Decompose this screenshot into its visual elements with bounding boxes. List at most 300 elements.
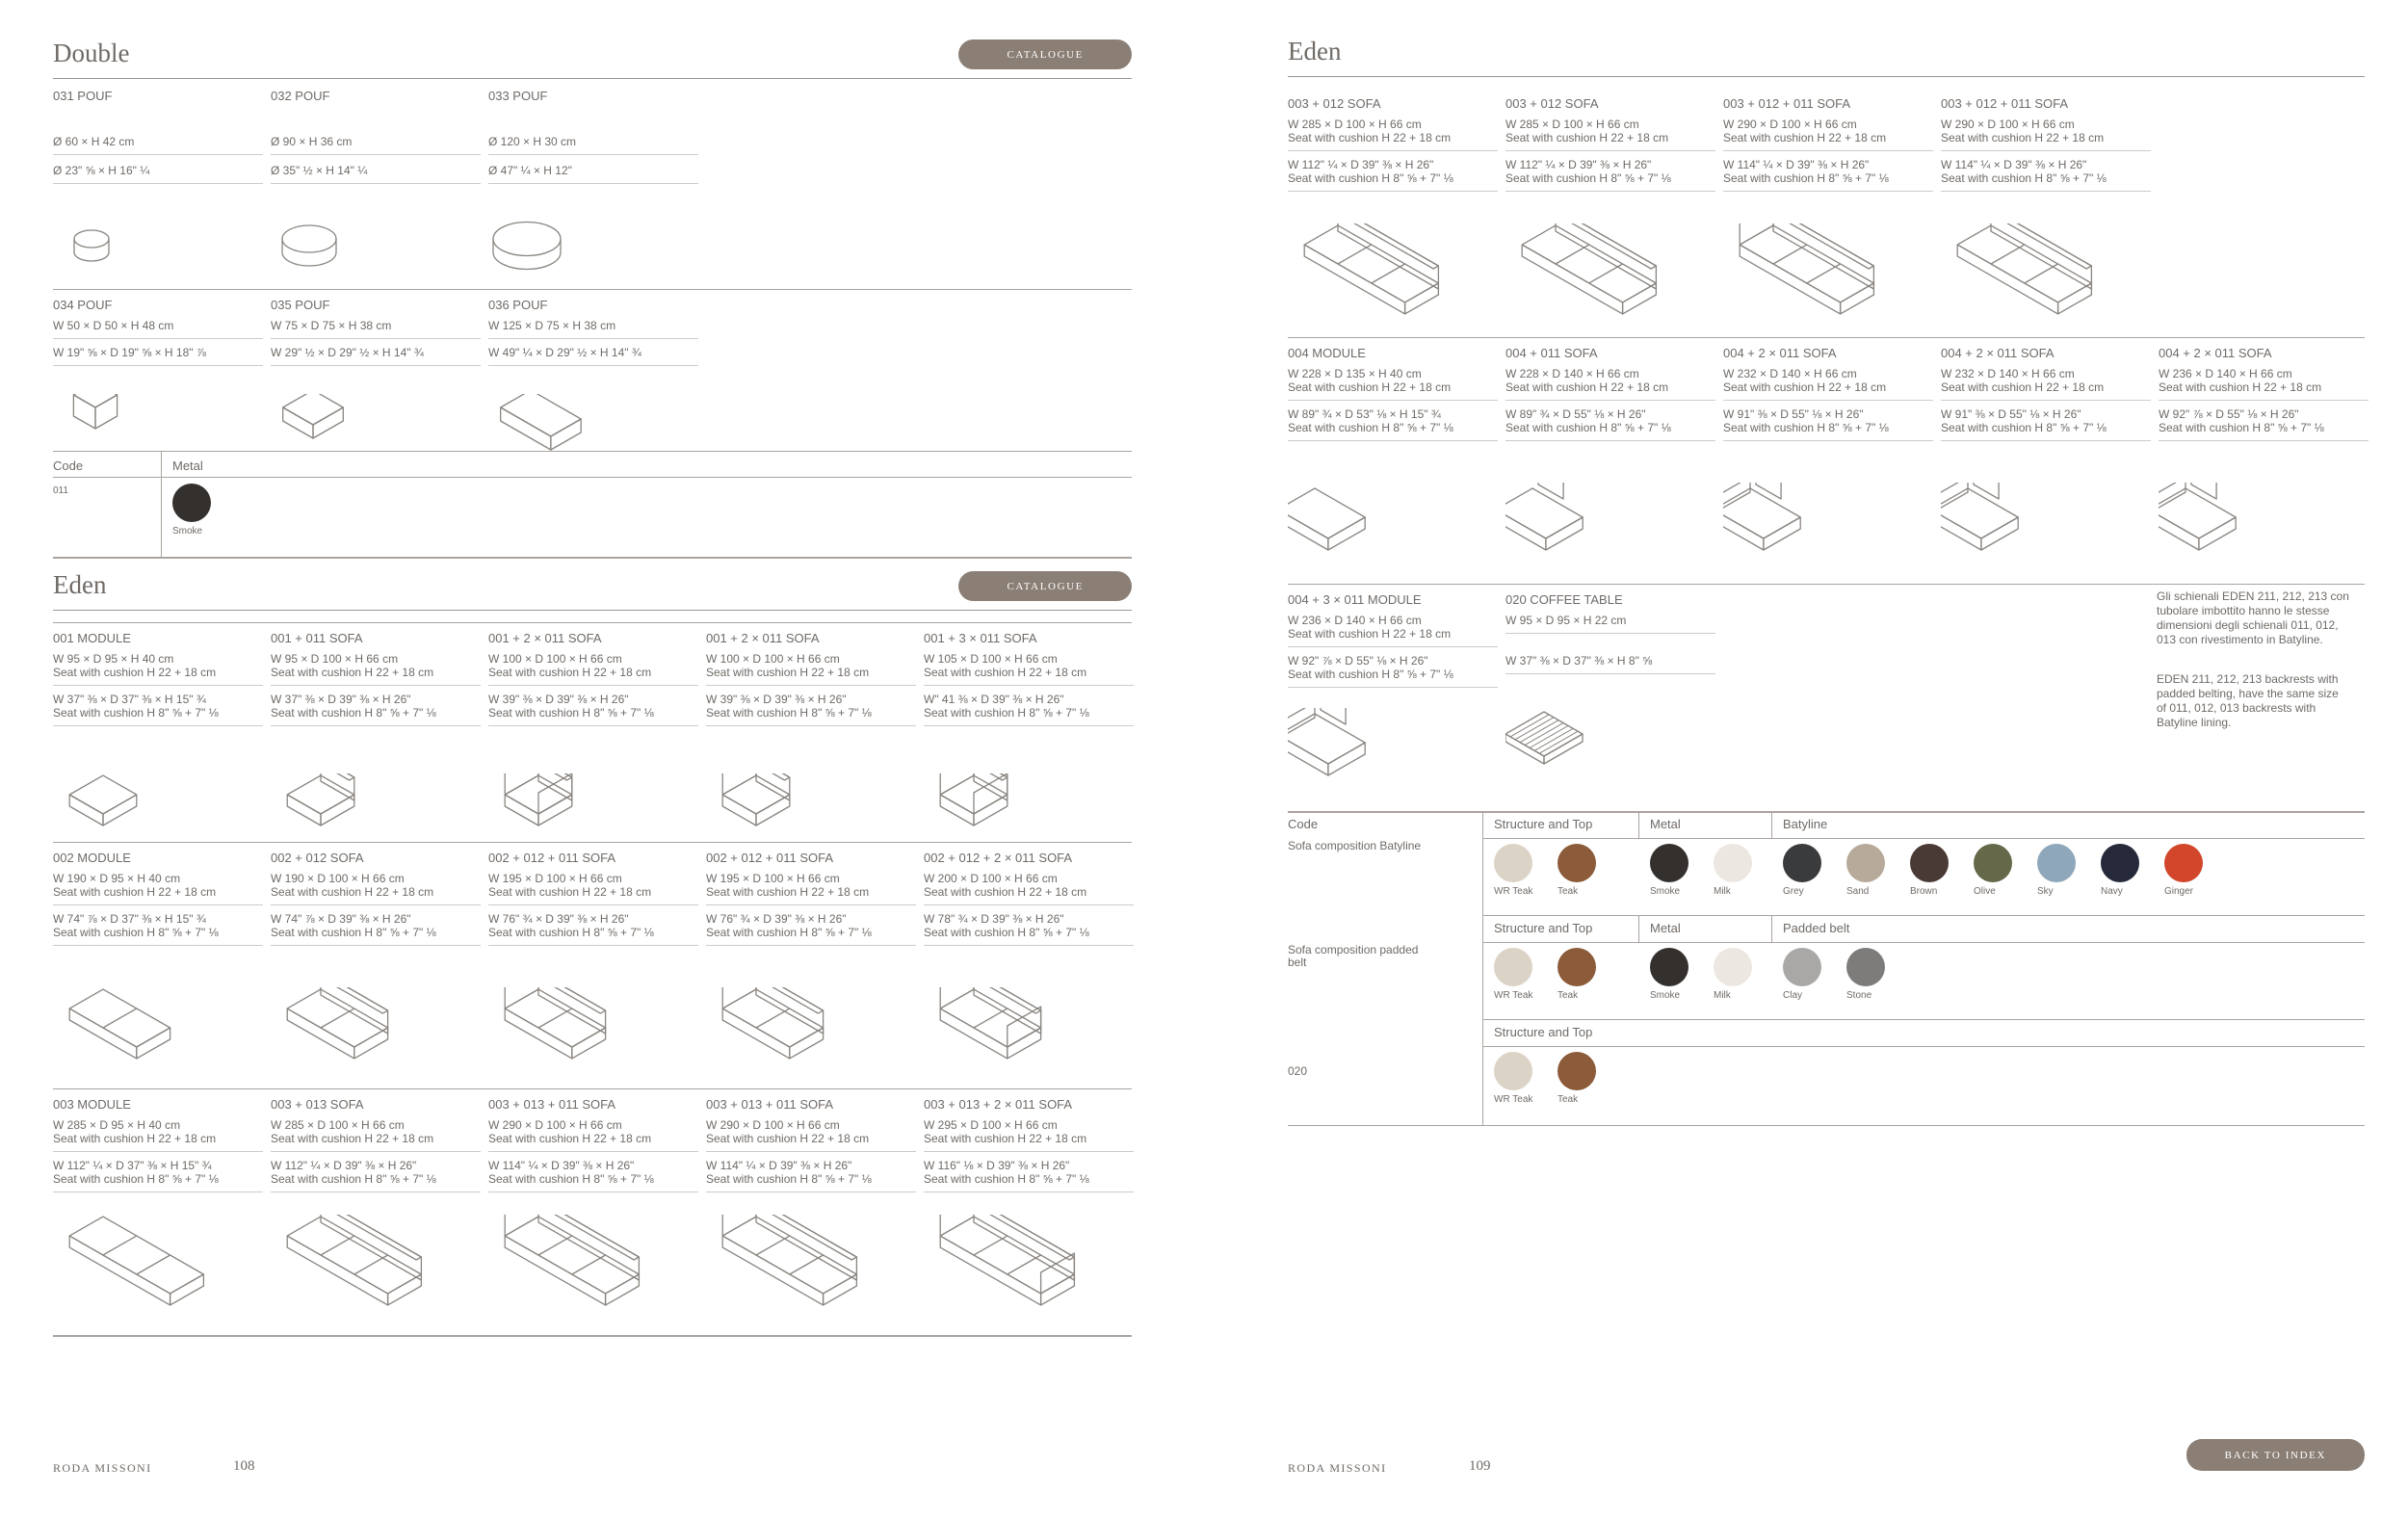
product-name: 003 + 013 + 2 × 011 SOFA (924, 1097, 1073, 1112)
imperial-dimensions (271, 1159, 481, 1192)
composition-code: Sofa composition padded belt (1288, 943, 1419, 969)
code-column-label: Code (53, 458, 84, 473)
dimension-line: W 112" ¼ × D 39" ⅜ × H 26" (1505, 158, 1652, 171)
dimension-line: W 78" ¾ × D 39" ⅜ × H 26" (924, 912, 1064, 926)
dimension-line: W 285 × D 95 × H 40 cm (53, 1118, 181, 1132)
dimension-line: W 91" ⅜ × D 55" ⅛ × H 26" (1723, 407, 1864, 421)
dimension-line: Seat with cushion H 22 + 18 cm (1723, 380, 1887, 394)
product-name: 031 POUF (53, 89, 113, 103)
dimension-line: Seat with cushion H 8" ⅝ + 7" ⅛ (1941, 171, 2107, 185)
dimension-line: W 95 × D 95 × H 22 cm (1505, 614, 1627, 627)
swatch-milk[interactable] (1714, 948, 1752, 986)
swatch-smoke[interactable] (1650, 948, 1688, 986)
dimension-line: Seat with cushion H 8" ⅝ + 7" ⅛ (488, 926, 654, 939)
finish-section-label: Structure and Top (1494, 1025, 1593, 1039)
dimension-line: Seat with cushion H 8" ⅝ + 7" ⅛ (53, 706, 219, 720)
imperial-dimensions (53, 693, 263, 726)
product-cell[interactable] (706, 623, 916, 842)
dimension-line: W 37" ⅜ × D 37" ⅜ × H 15" ¾ (53, 693, 206, 706)
pouf-round-large-icon (488, 218, 575, 280)
coffee-table-icon (1505, 708, 1611, 780)
product-cell[interactable] (1723, 338, 1933, 584)
code-column-label: Code (1288, 817, 1319, 831)
imperial-dimensions (488, 164, 698, 184)
sofa-2-back-icon (271, 987, 406, 1088)
page-108 (53, 0, 1132, 1519)
metric-dimensions (1505, 367, 1715, 401)
divider (1482, 838, 2365, 839)
imperial-dimensions (1505, 158, 1715, 192)
dimension-line: W 228 × D 140 × H 66 cm (1505, 367, 1639, 380)
dimension-line: Seat with cushion H 22 + 18 cm (1941, 131, 2105, 144)
dimension-line: Seat with cushion H 22 + 18 cm (488, 885, 652, 899)
dimension-line: W 190 × D 100 × H 66 cm (271, 872, 405, 885)
product-cell[interactable] (1505, 338, 1715, 584)
dimension-line: Ø 23" ⅝ × H 16" ¼ (53, 164, 150, 177)
swatch-brown[interactable] (1910, 844, 1949, 882)
table-divider (161, 451, 162, 557)
dimension-line: W 236 × D 140 × H 66 cm (2159, 367, 2292, 380)
product-name: 001 MODULE (53, 631, 131, 645)
metric-dimensions (53, 319, 263, 339)
product-cell[interactable] (1505, 585, 1715, 813)
metric-dimensions (1505, 118, 1715, 151)
metric-dimensions (488, 872, 698, 905)
swatch-stone[interactable] (1846, 948, 1885, 986)
product-name: 020 COFFEE TABLE (1505, 592, 1623, 607)
dimension-line: W 39" ⅜ × D 39" ⅜ × H 26" (706, 693, 847, 706)
metric-dimensions (488, 135, 698, 155)
catalogue-button[interactable]: CATALOGUE (958, 39, 1132, 69)
sofa-2-arm-icon (706, 987, 841, 1088)
dimension-line: W 92" ⅞ × D 55" ⅛ × H 26" (1288, 654, 1428, 668)
swatch-label: Brown (1910, 886, 1938, 897)
imperial-dimensions (1723, 158, 1933, 192)
dimension-line: Seat with cushion H 22 + 18 cm (488, 666, 652, 679)
imperial-dimensions (1505, 407, 1715, 441)
product-cell[interactable] (488, 623, 698, 842)
metric-dimensions (488, 652, 698, 686)
composition-code: 020 (1288, 1064, 1308, 1078)
section-title-eden: Eden (1288, 37, 1342, 65)
divider (1482, 942, 2365, 943)
product-name: 004 + 2 × 011 SOFA (2159, 346, 2272, 360)
product-cell[interactable] (271, 843, 481, 1088)
table-divider (1771, 811, 1772, 838)
product-row (1288, 337, 2365, 584)
metric-dimensions (53, 872, 263, 905)
dimension-line: W 19" ⅝ × D 19" ⅝ × H 18" ⅞ (53, 346, 206, 359)
dimension-line: W 89" ¾ × D 55" ⅛ × H 26" (1505, 407, 1646, 421)
swatch-grey[interactable] (1783, 844, 1821, 882)
dimension-line: W 112" ¼ × D 39" ⅜ × H 26" (1288, 158, 1434, 171)
product-name: 034 POUF (53, 298, 113, 312)
imperial-dimensions (1941, 158, 2151, 192)
finish-section-label: Padded belt (1783, 921, 1850, 935)
product-cell[interactable] (1941, 89, 2151, 337)
product-cell[interactable] (53, 81, 263, 274)
dimension-line: W 91" ⅜ × D 55" ⅛ × H 26" (1941, 407, 2081, 421)
dimension-line: W 89" ¾ × D 53" ⅛ × H 15" ¾ (1288, 407, 1441, 421)
dimension-line: W 39" ⅜ × D 39" ⅜ × H 26" (488, 693, 629, 706)
section-title-eden: Eden (53, 570, 107, 599)
dimension-line: Seat with cushion H 8" ⅝ + 7" ⅛ (1505, 421, 1671, 434)
divider (53, 557, 1132, 559)
metric-dimensions (924, 652, 1134, 686)
finish-section-label: Batyline (1783, 817, 1828, 831)
swatch-label: Sky (2037, 886, 2054, 897)
product-cell[interactable] (488, 843, 698, 1088)
swatch-label: WR Teak (1494, 886, 1533, 897)
product-name: 033 POUF (488, 89, 548, 103)
imperial-dimensions (924, 1159, 1134, 1192)
product-name: 002 + 012 SOFA (271, 851, 364, 865)
imperial-dimensions (488, 693, 698, 726)
swatch-teak[interactable] (1557, 948, 1596, 986)
chaise-arm-r-icon (1941, 483, 2066, 574)
imperial-dimensions (488, 1159, 698, 1192)
dimension-line: W 92" ⅞ × D 55" ⅛ × H 26" (2159, 407, 2299, 421)
product-row (53, 842, 1132, 1088)
imperial-dimensions (53, 1159, 263, 1192)
dimension-line: W 232 × D 140 × H 66 cm (1941, 367, 2075, 380)
metric-dimensions (271, 319, 481, 339)
imperial-dimensions (706, 1159, 916, 1192)
product-cell[interactable] (924, 1089, 1134, 1335)
product-name: 003 + 013 SOFA (271, 1097, 364, 1112)
dimension-line: Seat with cushion H 22 + 18 cm (1723, 131, 1887, 144)
product-name: 004 + 2 × 011 SOFA (1723, 346, 1837, 360)
divider (1288, 811, 2365, 813)
composition-code: Sofa composition Batyline (1288, 839, 1422, 852)
swatch-wr-teak[interactable] (1494, 844, 1532, 882)
product-cell[interactable] (488, 1089, 698, 1335)
dimension-line: W 105 × D 100 × H 66 cm (924, 652, 1058, 666)
product-cell[interactable] (271, 623, 481, 842)
metric-dimensions (2159, 367, 2369, 401)
page-number: 109 (1469, 1458, 1491, 1474)
divider (1482, 1019, 2365, 1020)
swatch-wr-teak[interactable] (1494, 1052, 1532, 1090)
dimension-line: W 114" ¼ × D 39" ⅜ × H 26" (706, 1159, 852, 1172)
sofa-3-arm-icon (1723, 223, 1891, 344)
dimension-line: W 95 × D 95 × H 40 cm (53, 652, 174, 666)
imperial-dimensions (53, 912, 263, 946)
product-cell[interactable] (1723, 89, 1933, 337)
dimension-line: Seat with cushion H 8" ⅝ + 7" ⅛ (1941, 421, 2107, 434)
imperial-dimensions (53, 346, 263, 366)
dimension-line: W 125 × D 75 × H 38 cm (488, 319, 616, 332)
catalogue-button[interactable]: CATALOGUE (958, 571, 1132, 601)
dimension-line: Seat with cushion H 8" ⅝ + 7" ⅛ (1288, 668, 1453, 681)
product-cell[interactable] (706, 843, 916, 1088)
double-pouf-row-2 (53, 289, 1132, 453)
dimension-line: W 100 × D 100 × H 66 cm (706, 652, 840, 666)
dimension-line: Seat with cushion H 22 + 18 cm (53, 1132, 217, 1145)
swatch-label: Ginger (2164, 886, 2194, 897)
swatch-label: Sand (1846, 886, 1870, 897)
product-name: 004 + 2 × 011 SOFA (1941, 346, 2055, 360)
dimension-line: Seat with cushion H 8" ⅝ + 7" ⅛ (1288, 421, 1453, 434)
imperial-dimensions (271, 693, 481, 726)
table-divider (1482, 811, 1483, 1125)
product-cell[interactable] (271, 290, 481, 453)
dimension-line: Seat with cushion H 8" ⅝ + 7" ⅛ (53, 1172, 219, 1186)
dimension-line: Ø 90 × H 36 cm (271, 135, 353, 148)
dimension-line: Seat with cushion H 8" ⅝ + 7" ⅛ (924, 706, 1089, 720)
chaise-icon (1288, 483, 1413, 574)
product-cell[interactable] (706, 1089, 916, 1335)
product-name: 032 POUF (271, 89, 330, 103)
footer-brand: RODA MISSONI (53, 1461, 152, 1475)
product-cell[interactable] (53, 623, 263, 842)
product-cell[interactable] (1288, 585, 1498, 813)
product-cell[interactable] (1288, 338, 1498, 584)
product-cell[interactable] (53, 1089, 263, 1335)
swatch-label: Teak (1557, 990, 1579, 1001)
dimension-line: W 95 × D 100 × H 66 cm (271, 652, 399, 666)
metric-dimensions (271, 652, 481, 686)
dimension-line: Seat with cushion H 22 + 18 cm (271, 885, 434, 899)
product-cell[interactable] (53, 290, 263, 453)
dimension-line: Seat with cushion H 22 + 18 cm (1505, 380, 1669, 394)
metal-column-label: Metal (172, 458, 203, 473)
metric-dimensions (488, 1118, 698, 1152)
metric-dimensions (271, 1118, 481, 1152)
dimension-line: Seat with cushion H 8" ⅝ + 7" ⅛ (706, 1172, 872, 1186)
finish-section-label: Structure and Top (1494, 817, 1593, 831)
dimension-line: W 290 × D 100 × H 66 cm (1941, 118, 2075, 131)
dimension-line: Seat with cushion H 22 + 18 cm (2159, 380, 2322, 394)
dimension-line: Seat with cushion H 22 + 18 cm (1288, 131, 1452, 144)
metric-dimensions (1941, 118, 2151, 151)
swatch-label: WR Teak (1494, 990, 1533, 1001)
back-to-index-button[interactable]: BACK TO INDEX (2186, 1439, 2365, 1471)
product-name: 002 + 012 + 011 SOFA (706, 851, 834, 865)
product-name: 036 POUF (488, 298, 548, 312)
chaise-arm-b-icon (2159, 483, 2284, 574)
product-cell[interactable] (53, 843, 263, 1088)
dimension-line: W 232 × D 140 × H 66 cm (1723, 367, 1857, 380)
metric-dimensions (924, 1118, 1134, 1152)
product-name: 004 MODULE (1288, 346, 1366, 360)
metric-dimensions (53, 135, 263, 155)
metric-dimensions (1723, 367, 1933, 401)
swatch-navy[interactable] (2101, 844, 2139, 882)
swatch-sand[interactable] (1846, 844, 1885, 882)
dimension-line: W 76" ¾ × D 39" ⅜ × H 26" (488, 912, 629, 926)
swatch-teak[interactable] (1557, 844, 1596, 882)
dimension-line: Ø 35" ½ × H 14" ¼ (271, 164, 368, 177)
swatch-label: Clay (1783, 990, 1803, 1001)
imperial-dimensions (1723, 407, 1933, 441)
product-name: 003 + 013 + 011 SOFA (706, 1097, 834, 1112)
dimension-line: Seat with cushion H 8" ⅝ + 7" ⅛ (706, 926, 872, 939)
finish-section-label: Metal (1650, 921, 1681, 935)
note-english: EDEN 211, 212, 213 backrests with padded belting, have the same size of 011, 012, 013 backrests with Batyline lining. (2157, 672, 2339, 729)
swatch-clay[interactable] (1783, 948, 1821, 986)
product-name: 004 + 3 × 011 MODULE (1288, 592, 1422, 607)
product-row (53, 1088, 1132, 1335)
imperial-dimensions (1288, 654, 1498, 688)
dimension-line: W 290 × D 100 × H 66 cm (1723, 118, 1857, 131)
sofa-3-arm-icon (706, 1215, 874, 1335)
product-cell[interactable] (271, 1089, 481, 1335)
swatch-label: Milk (1714, 886, 1731, 897)
dimension-line: W 100 × D 100 × H 66 cm (488, 652, 622, 666)
section-title-double: Double (53, 39, 130, 67)
sofa-3-back-icon (271, 1215, 438, 1335)
swatch-teak[interactable] (1557, 1052, 1596, 1090)
imperial-dimensions (53, 164, 263, 184)
dimension-line: W 114" ¼ × D 39" ⅜ × H 26" (1723, 158, 1870, 171)
dimension-line: Seat with cushion H 22 + 18 cm (706, 1132, 870, 1145)
chaise-three-icon (1288, 708, 1413, 799)
swatch-smoke[interactable] (172, 484, 211, 522)
dimension-line: W 76" ¾ × D 39" ⅜ × H 26" (706, 912, 847, 926)
dimension-line: W 75 × D 75 × H 38 cm (271, 319, 392, 332)
page-109 (1288, 0, 2365, 1519)
dimension-line: Seat with cushion H 8" ⅝ + 7" ⅛ (1288, 171, 1453, 185)
metric-dimensions (1288, 367, 1498, 401)
dimension-line: W 37" ⅜ × D 37" ⅜ × H 8" ⅝ (1505, 654, 1653, 668)
swatch-label: Navy (2101, 886, 2123, 897)
dimension-line: W 285 × D 100 × H 66 cm (1505, 118, 1639, 131)
dimension-line: Seat with cushion H 8" ⅝ + 7" ⅛ (924, 926, 1089, 939)
table-divider (1638, 811, 1639, 838)
dimension-line: Seat with cushion H 8" ⅝ + 7" ⅛ (924, 1172, 1089, 1186)
pouf-round-small-icon (53, 218, 140, 280)
dimension-line: Seat with cushion H 8" ⅝ + 7" ⅛ (1723, 421, 1889, 434)
product-cell[interactable] (488, 81, 698, 274)
swatch-smoke[interactable] (1650, 844, 1688, 882)
swatch-label: Smoke (1650, 990, 1681, 1001)
swatch-label: Olive (1974, 886, 1996, 897)
dimension-line: Seat with cushion H 8" ⅝ + 7" ⅛ (488, 706, 654, 720)
swatch-label: Grey (1783, 886, 1804, 897)
dimension-line: Seat with cushion H 8" ⅝ + 7" ⅛ (488, 1172, 654, 1186)
metric-dimensions (706, 872, 916, 905)
imperial-dimensions (924, 693, 1134, 726)
product-name: 002 MODULE (53, 851, 131, 865)
product-row (53, 622, 1132, 842)
metric-dimensions (53, 1118, 263, 1152)
dimension-line: Seat with cushion H 22 + 18 cm (1288, 627, 1452, 641)
sofa-3-arm-icon (488, 1215, 656, 1335)
sofa-2-arm-icon (488, 987, 623, 1088)
product-cell[interactable] (1505, 89, 1715, 337)
dimension-line: Seat with cushion H 22 + 18 cm (488, 1132, 652, 1145)
dimension-line: Seat with cushion H 8" ⅝ + 7" ⅛ (1723, 171, 1889, 185)
swatch-ginger[interactable] (2164, 844, 2203, 882)
product-cell[interactable] (271, 81, 481, 274)
dimension-line: W 236 × D 140 × H 66 cm (1288, 614, 1422, 627)
divider (1288, 1125, 2365, 1126)
table-divider (1638, 915, 1639, 942)
dimension-line: Seat with cushion H 22 + 18 cm (924, 1132, 1087, 1145)
product-name: 004 + 011 SOFA (1505, 346, 1598, 360)
product-name: 003 + 013 + 011 SOFA (488, 1097, 616, 1112)
product-name: 001 + 3 × 011 SOFA (924, 631, 1037, 645)
product-cell[interactable] (488, 290, 698, 453)
double-pouf-row-1 (53, 81, 1132, 274)
metric-dimensions (706, 1118, 916, 1152)
product-name: 035 POUF (271, 298, 330, 312)
product-name: 003 MODULE (53, 1097, 131, 1112)
product-cell[interactable] (2159, 338, 2369, 584)
swatch-label: Stone (1846, 990, 1872, 1001)
dimension-line: Seat with cushion H 8" ⅝ + 7" ⅛ (271, 1172, 436, 1186)
module-3-icon (53, 1215, 221, 1335)
dimension-line: Seat with cushion H 8" ⅝ + 7" ⅛ (1505, 171, 1671, 185)
dimension-line: Seat with cushion H 22 + 18 cm (1288, 380, 1452, 394)
dimension-line: Seat with cushion H 22 + 18 cm (53, 666, 217, 679)
dimension-line: Seat with cushion H 8" ⅝ + 7" ⅛ (706, 706, 872, 720)
product-name: 002 + 012 + 011 SOFA (488, 851, 616, 865)
product-name: 001 + 2 × 011 SOFA (488, 631, 602, 645)
product-cell[interactable] (1288, 89, 1498, 337)
dimension-line: Seat with cushion H 8" ⅝ + 7" ⅛ (2159, 421, 2324, 434)
swatch-sky[interactable] (2037, 844, 2076, 882)
imperial-dimensions (1505, 654, 1715, 674)
note-italian: Gli schienali EDEN 211, 212, 213 con tubolare imbottito hanno le stesse dimensioni degli schienali 011, 012, 013 con rivestimento in Batyline. (2157, 589, 2349, 646)
dimension-line: Ø 60 × H 42 cm (53, 135, 135, 148)
dimension-line: W 285 × D 100 × H 66 cm (1288, 118, 1422, 131)
chaise-arm-icon (1723, 483, 1848, 574)
product-cell[interactable] (1941, 338, 2151, 584)
imperial-dimensions (488, 912, 698, 946)
product-name: 003 + 012 SOFA (1505, 96, 1599, 111)
dimension-line: W 112" ¼ × D 39" ⅜ × H 26" (271, 1159, 417, 1172)
dimension-line: W 190 × D 95 × H 40 cm (53, 872, 181, 885)
swatch-wr-teak[interactable] (1494, 948, 1532, 986)
product-name: 002 + 012 + 2 × 011 SOFA (924, 851, 1073, 865)
sofa-2-arms-icon (924, 987, 1059, 1088)
metric-dimensions (1941, 367, 2151, 401)
finish-code: 011 (53, 485, 68, 496)
divider (53, 1335, 1132, 1337)
metric-dimensions (924, 872, 1134, 905)
dimension-line: W 285 × D 100 × H 66 cm (271, 1118, 405, 1132)
metric-dimensions (271, 135, 481, 155)
swatch-label: Milk (1714, 990, 1731, 1001)
swatch-label: WR Teak (1494, 1094, 1533, 1105)
metric-dimensions (1288, 614, 1498, 647)
swatch-label: Smoke (1650, 886, 1681, 897)
product-cell[interactable] (924, 623, 1134, 842)
swatch-milk[interactable] (1714, 844, 1752, 882)
product-cell[interactable] (924, 843, 1134, 1088)
page-number: 108 (233, 1458, 255, 1474)
dimension-line: Seat with cushion H 22 + 18 cm (706, 885, 870, 899)
double-section-header (53, 39, 1132, 79)
product-name: 001 + 011 SOFA (271, 631, 363, 645)
eden-section-header (53, 570, 1132, 611)
dimension-line: Seat with cushion H 22 + 18 cm (924, 885, 1087, 899)
dimension-line: Ø 47" ¼ × H 12" (488, 164, 572, 177)
dimension-line: W 112" ¼ × D 37" ⅜ × H 15" ¾ (53, 1159, 212, 1172)
dimension-line: W 290 × D 100 × H 66 cm (706, 1118, 840, 1132)
dimension-line: W 29" ½ × D 29" ½ × H 14" ¾ (271, 346, 424, 359)
dimension-line: Seat with cushion H 22 + 18 cm (53, 885, 217, 899)
table-divider (1771, 915, 1772, 942)
dimension-line: Seat with cushion H 22 + 18 cm (706, 666, 870, 679)
swatch-olive[interactable] (1974, 844, 2012, 882)
imperial-dimensions (1288, 158, 1498, 192)
imperial-dimensions (271, 912, 481, 946)
dimension-line: W 37" ⅜ × D 39" ⅜ × H 26" (271, 693, 411, 706)
dimension-line: W 290 × D 100 × H 66 cm (488, 1118, 622, 1132)
